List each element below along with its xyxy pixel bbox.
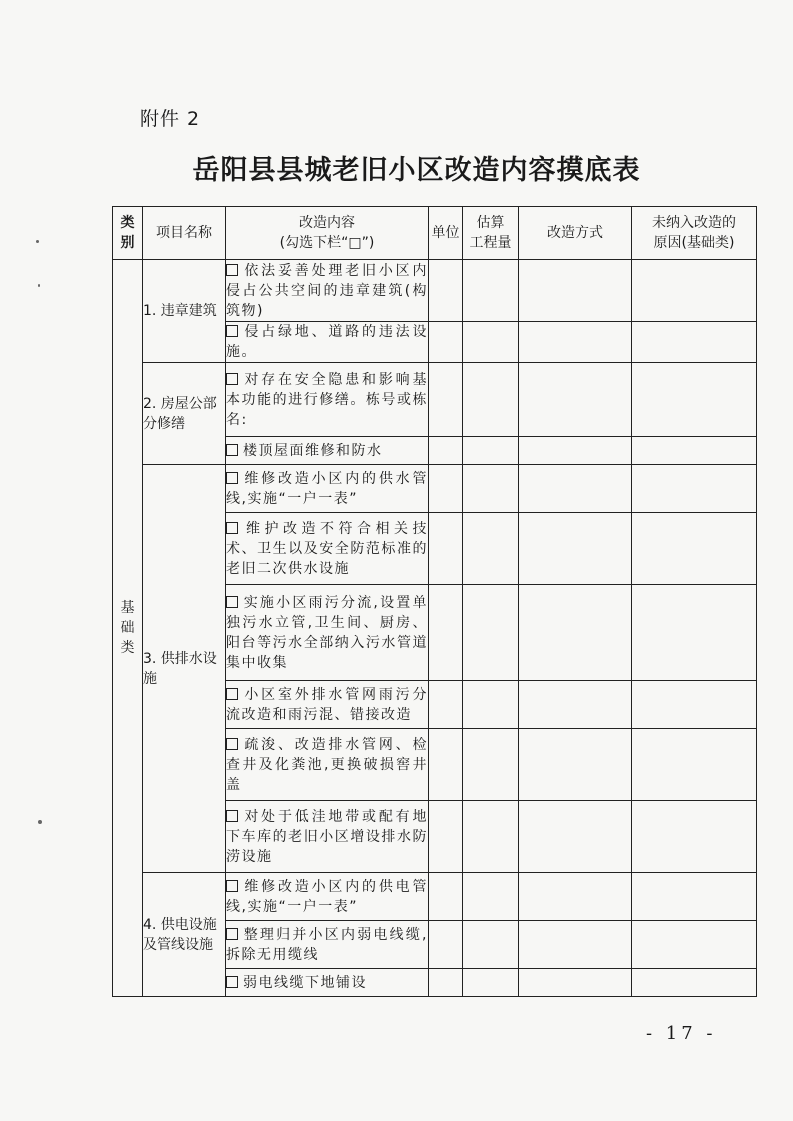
method-cell[interactable] — [519, 363, 632, 437]
estimate-cell[interactable] — [463, 873, 519, 921]
checkbox-icon[interactable] — [226, 880, 238, 892]
category-cell: 基 础 类 — [113, 260, 143, 997]
content-option[interactable]: 维修改造小区内的供电管线,实施“一户一表” — [226, 873, 429, 921]
survey-table — [112, 206, 757, 997]
unit-cell[interactable] — [429, 585, 463, 681]
scan-speck — [36, 240, 39, 243]
content-option[interactable]: 小区室外排水管网雨污分流改造和雨污混、错接改造 — [226, 681, 429, 729]
reason-cell[interactable] — [632, 260, 757, 322]
estimate-cell[interactable] — [463, 322, 519, 363]
unit-cell[interactable] — [429, 801, 463, 873]
checkbox-icon[interactable] — [226, 928, 238, 940]
table-row — [113, 873, 757, 921]
estimate-cell[interactable] — [463, 801, 519, 873]
table-row — [113, 363, 757, 437]
reason-cell[interactable] — [632, 969, 757, 997]
unit-cell[interactable] — [429, 969, 463, 997]
content-option[interactable]: 楼顶屋面维修和防水 — [226, 437, 429, 465]
estimate-cell[interactable] — [463, 585, 519, 681]
content-option[interactable]: 维修改造小区内的供水管线,实施“一户一表” — [226, 465, 429, 513]
method-cell[interactable] — [519, 585, 632, 681]
checkbox-icon[interactable] — [226, 522, 238, 534]
checkbox-icon[interactable] — [226, 264, 238, 276]
method-cell[interactable] — [519, 969, 632, 997]
content-option[interactable]: 对处于低洼地带或配有地下车库的老旧小区增设排水防涝设施 — [226, 801, 429, 873]
header-unit: 单位 — [429, 207, 463, 260]
content-option[interactable]: 实施小区雨污分流,设置单独污水立管,卫生间、厨房、阳台等污水全部纳入污水管道集中收集 — [226, 585, 429, 681]
header-category: 类 别 — [113, 207, 143, 260]
unit-cell[interactable] — [429, 681, 463, 729]
checkbox-icon[interactable] — [226, 810, 238, 822]
estimate-cell[interactable] — [463, 729, 519, 801]
item-name: 4. 供电设施及管线设施 — [143, 873, 226, 997]
attachment-label: 附件 2 — [140, 108, 201, 130]
reason-cell[interactable] — [632, 921, 757, 969]
content-option[interactable]: 依法妥善处理老旧小区内侵占公共空间的违章建筑(构筑物) — [226, 260, 429, 322]
estimate-cell[interactable] — [463, 681, 519, 729]
header-estimate: 估算 工程量 — [463, 207, 519, 260]
content-option[interactable]: 侵占绿地、道路的违法设施。 — [226, 322, 429, 363]
checkbox-icon[interactable] — [226, 373, 238, 385]
estimate-cell[interactable] — [463, 437, 519, 465]
method-cell[interactable] — [519, 729, 632, 801]
method-cell[interactable] — [519, 681, 632, 729]
header-reason: 未纳入改造的 原因(基础类) — [632, 207, 757, 260]
method-cell[interactable] — [519, 513, 632, 585]
header-content: 改造内容 (勾选下栏“□”) — [226, 207, 429, 260]
unit-cell[interactable] — [429, 363, 463, 437]
method-cell[interactable] — [519, 921, 632, 969]
content-option[interactable]: 疏浚、改造排水管网、检查井及化粪池,更换破损窖井盖 — [226, 729, 429, 801]
page-number: - 17 - — [646, 1023, 717, 1044]
scan-speck — [38, 820, 42, 824]
content-option[interactable]: 整理归并小区内弱电线缆,拆除无用缆线 — [226, 921, 429, 969]
content-option[interactable]: 对存在安全隐患和影响基本功能的进行修缮。栋号或栋名: — [226, 363, 429, 437]
reason-cell[interactable] — [632, 681, 757, 729]
method-cell[interactable] — [519, 801, 632, 873]
method-cell[interactable] — [519, 260, 632, 322]
page-title: 岳阳县县城老旧小区改造内容摸底表 — [192, 155, 641, 186]
table-row — [113, 465, 757, 513]
unit-cell[interactable] — [429, 729, 463, 801]
header-method: 改造方式 — [519, 207, 632, 260]
checkbox-icon[interactable] — [226, 976, 238, 988]
method-cell[interactable] — [519, 322, 632, 363]
reason-cell[interactable] — [632, 437, 757, 465]
content-option[interactable]: 弱电线缆下地铺设 — [226, 969, 429, 997]
item-name: 1. 违章建筑 — [143, 260, 226, 363]
content-option[interactable]: 维护改造不符合相关技术、卫生以及安全防范标准的老旧二次供水设施 — [226, 513, 429, 585]
header-row — [113, 207, 757, 260]
scan-speck — [38, 284, 40, 287]
reason-cell[interactable] — [632, 801, 757, 873]
unit-cell[interactable] — [429, 513, 463, 585]
header-item-name: 项目名称 — [143, 207, 226, 260]
unit-cell[interactable] — [429, 465, 463, 513]
estimate-cell[interactable] — [463, 969, 519, 997]
method-cell[interactable] — [519, 873, 632, 921]
reason-cell[interactable] — [632, 513, 757, 585]
checkbox-icon[interactable] — [226, 688, 238, 700]
checkbox-icon[interactable] — [226, 325, 238, 337]
reason-cell[interactable] — [632, 585, 757, 681]
item-name: 3. 供排水设施 — [143, 465, 226, 873]
checkbox-icon[interactable] — [226, 444, 238, 456]
table-row — [113, 260, 757, 322]
item-name: 2. 房屋公部分修缮 — [143, 363, 226, 465]
unit-cell[interactable] — [429, 437, 463, 465]
unit-cell[interactable] — [429, 260, 463, 322]
checkbox-icon[interactable] — [226, 472, 238, 484]
reason-cell[interactable] — [632, 363, 757, 437]
method-cell[interactable] — [519, 465, 632, 513]
reason-cell[interactable] — [632, 729, 757, 801]
checkbox-icon[interactable] — [226, 596, 238, 608]
reason-cell[interactable] — [632, 322, 757, 363]
unit-cell[interactable] — [429, 873, 463, 921]
estimate-cell[interactable] — [463, 921, 519, 969]
reason-cell[interactable] — [632, 873, 757, 921]
reason-cell[interactable] — [632, 465, 757, 513]
estimate-cell[interactable] — [463, 465, 519, 513]
estimate-cell[interactable] — [463, 513, 519, 585]
checkbox-icon[interactable] — [226, 738, 238, 750]
method-cell[interactable] — [519, 437, 632, 465]
estimate-cell[interactable] — [463, 363, 519, 437]
unit-cell[interactable] — [429, 322, 463, 363]
unit-cell[interactable] — [429, 921, 463, 969]
estimate-cell[interactable] — [463, 260, 519, 322]
